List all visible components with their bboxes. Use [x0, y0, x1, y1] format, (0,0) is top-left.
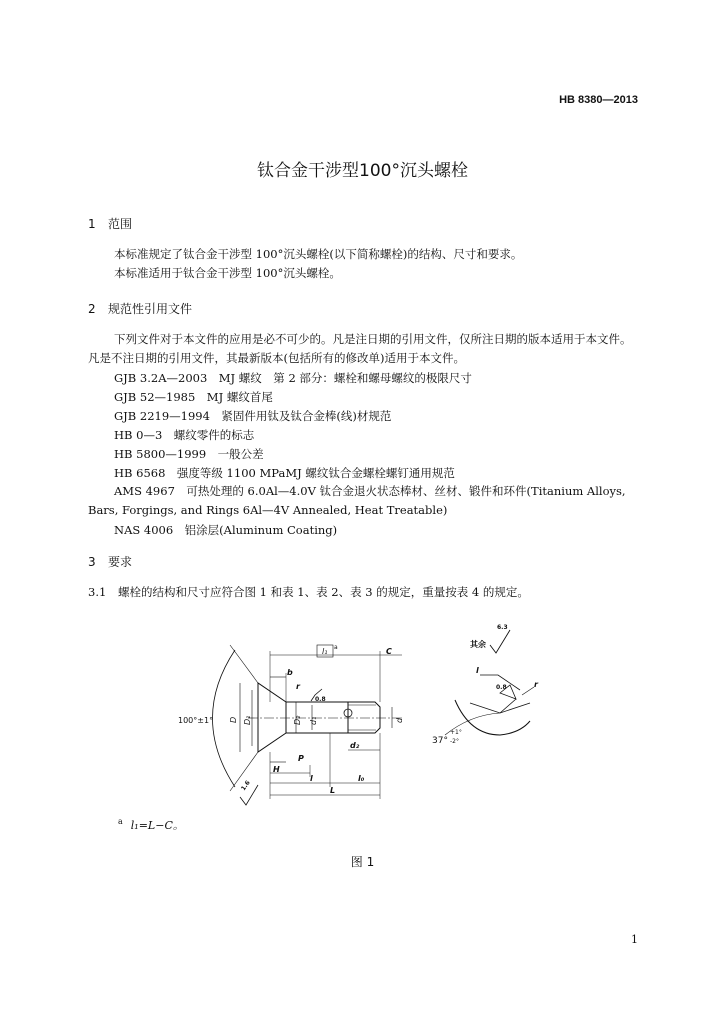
page-title: 钛合金干涉型100°沉头螺栓 — [257, 161, 468, 181]
detail-label-l: l — [476, 666, 479, 675]
section-1-line-1: 本标准规定了钛合金干涉型 100°沉头螺栓(以下简称螺栓)的结构、尺寸和要求。 — [114, 247, 523, 261]
note-mark: a — [118, 817, 123, 827]
angle-label: 100°±1° — [178, 716, 214, 725]
reference-item-nas: NAS 4006 铝涂层(Aluminum Coating) — [114, 523, 338, 537]
reference-item: GJB 52—1985 MJ 螺纹首尾 — [114, 390, 273, 404]
dim-note-mark: a — [334, 644, 338, 651]
reference-item: GJB 2219—1994 紧固件用钛及钛合金棒(线)材规范 — [114, 409, 392, 423]
reference-item-ams: AMS 4967 可热处理的 6.0Al—4.0V 钛合金退火状态棒材、丝材、锻件和环件(Titanium Alloys, Bars, Forgings, and Rings 6Al—4V Annealed, Heat Treatable) — [88, 484, 626, 517]
dim-label-C: C — [386, 647, 392, 656]
figure-caption: 图 1 — [350, 855, 375, 869]
reference-item: HB 0—3 螺纹零件的标志 — [114, 428, 255, 442]
detail-angle-label: 37° — [432, 736, 448, 746]
clause-text: 螺栓的结构和尺寸应符合图 1 和表 1、表 2、表 3 的规定，重量按表 4 的规定。 — [118, 585, 529, 599]
dim-label-d1: d₁ — [309, 716, 318, 725]
doc-number: HB 8380—2013 — [559, 94, 638, 106]
dim-label-D: D — [229, 716, 238, 723]
dim-label-d: d — [395, 717, 404, 723]
page-number: 1 — [631, 933, 638, 946]
figure-note — [118, 817, 184, 833]
detail-label-r: r — [534, 680, 538, 689]
reference-item: HB 5800—1999 一般公差 — [114, 447, 264, 461]
section-number: 3 — [88, 555, 96, 569]
section-title: 要求 — [108, 555, 133, 569]
section-title: 范围 — [108, 217, 133, 231]
roughness-symbol — [490, 630, 510, 653]
dim-label-l0: l₀ — [358, 774, 365, 783]
section-number: 2 — [88, 302, 96, 316]
dim-label-P: P — [298, 754, 304, 763]
section-number: 1 — [88, 217, 96, 231]
dim-label-b: b — [287, 668, 293, 677]
detail-roughness-value: 0.8 — [496, 684, 507, 691]
clause-3-1 — [88, 583, 529, 602]
dim-label-r: r — [296, 682, 300, 691]
section-1-heading — [88, 215, 132, 232]
dim-label-D1: D₁ — [243, 715, 252, 725]
dim-label-l: l — [310, 774, 313, 783]
section-title: 规范性引用文件 — [108, 302, 193, 316]
roughness-value: 1.6 — [239, 779, 252, 793]
dim-label-l1: l₁ — [322, 647, 328, 656]
section-2-intro: 下列文件对于本文件的应用是必不可少的。凡是注日期的引用文件，仅所注日期的版本适用于本文件。凡是不注日期的引用文件，其最新版本(包括所有的修改单)适用于本文件。 — [88, 332, 632, 365]
roughness-value: 0.8 — [315, 696, 326, 703]
detail-angle-tol-upper: +1° — [450, 729, 462, 736]
clause-number: 3.1 — [88, 585, 107, 599]
reference-item: HB 6568 强度等级 1100 MPaMJ 螺纹钛合金螺栓螺钉通用规范 — [114, 466, 455, 480]
section-3-heading — [88, 553, 132, 570]
reference-item: GJB 3.2A—2003 MJ 螺纹 第 2 部分：螺栓和螺母螺纹的极限尺寸 — [114, 371, 472, 385]
detail-angle-tol-lower: -2° — [450, 738, 459, 745]
other-roughness-label: 其余 — [470, 640, 486, 649]
section-1-line-2: 本标准适用于钛合金干涉型 100°沉头螺栓。 — [114, 266, 341, 280]
note-text: l₁=L−C。 — [130, 819, 184, 832]
dim-label-d2: d₂ — [350, 741, 360, 750]
other-roughness-value: 6.3 — [497, 624, 508, 631]
bolt-drawing — [170, 615, 560, 815]
dim-label-H: H — [273, 765, 280, 774]
dim-label-D2: D₂ — [293, 715, 302, 725]
dim-label-L: L — [330, 786, 336, 795]
section-2-heading — [88, 300, 192, 317]
bolt-head-outline — [258, 683, 286, 752]
